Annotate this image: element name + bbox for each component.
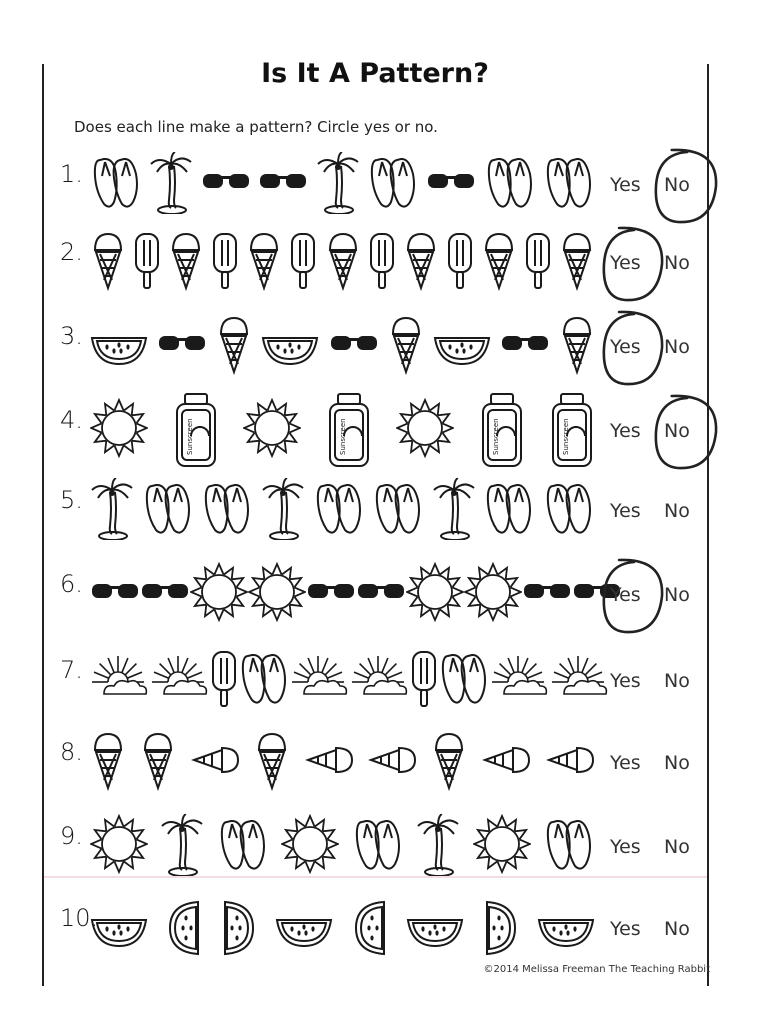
yes-option[interactable]: Yes <box>610 336 641 358</box>
sunglasses-icon <box>500 314 550 376</box>
row-number: 4. <box>60 406 83 434</box>
yes-option[interactable]: Yes <box>610 420 641 442</box>
pattern-row <box>0 724 768 804</box>
flip-flops-icon <box>217 814 269 876</box>
row-number: 7. <box>60 656 83 684</box>
popsicle-icon <box>133 230 161 292</box>
flip-flops-icon <box>483 478 535 540</box>
sun-cloud-icon <box>290 648 350 710</box>
flip-flops-icon <box>142 478 194 540</box>
copyright-footer: ©2014 Melissa Freeman The Teaching Rabbit <box>483 964 710 975</box>
sunglasses-icon <box>522 562 572 624</box>
popsicle-icon <box>289 230 317 292</box>
flip-flops-icon <box>238 648 290 710</box>
no-option[interactable]: No <box>664 918 690 940</box>
yes-option[interactable]: Yes <box>610 252 641 274</box>
ice-cream-cone-icon <box>388 314 424 376</box>
no-option[interactable]: No <box>664 174 690 196</box>
row-number: 1. <box>60 160 83 188</box>
pattern-strip <box>90 392 600 472</box>
sun-icon <box>248 562 306 624</box>
flip-flops-icon <box>367 152 419 214</box>
hand-drawn-circle <box>650 144 722 230</box>
palm-tree-icon <box>160 814 204 876</box>
svg-text:Sunscreen: Sunscreen <box>186 418 194 455</box>
sideways-cone-icon <box>367 730 417 792</box>
palm-tree-icon <box>416 814 460 876</box>
hand-drawn-circle <box>650 390 722 476</box>
ice-cream-cone-icon <box>559 314 595 376</box>
sun-icon <box>243 398 301 460</box>
svg-text:Sunscreen: Sunscreen <box>339 418 347 455</box>
flip-flops-icon <box>543 478 595 540</box>
yes-option[interactable]: Yes <box>610 584 641 606</box>
flip-flops-icon <box>438 648 490 710</box>
sun-cloud-icon <box>150 648 210 710</box>
watermelon-slice-icon <box>406 896 464 958</box>
popsicle-icon <box>524 230 552 292</box>
sunglasses-icon <box>306 562 356 624</box>
palm-tree-icon <box>90 478 134 540</box>
popsicle-icon <box>210 648 238 710</box>
flip-flops-icon <box>543 152 595 214</box>
svg-text:Sunscreen: Sunscreen <box>562 418 570 455</box>
pattern-row <box>0 472 768 552</box>
hand-drawn-circle <box>598 554 668 640</box>
ice-cream-cone-icon <box>559 230 595 292</box>
pattern-strip <box>90 146 600 226</box>
sunglasses-icon <box>90 562 140 624</box>
ice-cream-cone-icon <box>481 230 517 292</box>
sun-icon <box>473 814 531 876</box>
sunscreen-bottle-icon <box>173 392 219 470</box>
yes-option[interactable]: Yes <box>610 752 641 774</box>
flip-flops-icon <box>372 478 424 540</box>
sun-icon <box>464 562 522 624</box>
sun-icon <box>90 814 148 876</box>
sunglasses-icon <box>329 314 379 376</box>
pattern-row <box>0 890 768 970</box>
no-option[interactable]: No <box>664 584 690 606</box>
sun-icon <box>90 398 148 460</box>
flip-flops-icon <box>201 478 253 540</box>
sunglasses-icon <box>140 562 190 624</box>
ice-cream-cone-icon <box>168 230 204 292</box>
no-option[interactable]: No <box>664 752 690 774</box>
palm-tree-icon <box>432 478 476 540</box>
no-option[interactable]: No <box>664 500 690 522</box>
sideways-cone-icon <box>190 730 240 792</box>
ice-cream-cone-icon <box>403 230 439 292</box>
pattern-row <box>0 642 768 722</box>
sun-cloud-icon <box>350 648 410 710</box>
sideways-cone-icon <box>304 730 354 792</box>
pattern-strip <box>90 224 600 304</box>
no-option[interactable]: No <box>664 336 690 358</box>
pattern-row <box>0 392 768 472</box>
yes-option[interactable]: Yes <box>610 670 641 692</box>
row-number: 8. <box>60 738 83 766</box>
pattern-strip <box>90 724 600 804</box>
no-option[interactable]: No <box>664 836 690 858</box>
watermelon-slice-icon <box>433 314 491 376</box>
sun-icon <box>396 398 454 460</box>
watermelon-round-icon <box>352 896 388 958</box>
sunscreen-bottle-icon <box>326 392 372 470</box>
popsicle-icon <box>211 230 239 292</box>
sideways-cone-icon <box>545 730 595 792</box>
pattern-row <box>0 224 768 304</box>
pattern-row <box>0 556 768 636</box>
pattern-strip <box>90 472 600 552</box>
no-option[interactable]: No <box>664 420 690 442</box>
watermelon-round-icon <box>166 896 202 958</box>
row-number: 9. <box>60 822 83 850</box>
yes-option[interactable]: Yes <box>610 918 641 940</box>
pattern-row <box>0 146 768 226</box>
sunglasses-icon <box>356 562 406 624</box>
watermelon-half-icon <box>483 896 519 958</box>
scan-line <box>44 876 707 878</box>
sideways-cone-icon <box>481 730 531 792</box>
hand-drawn-circle <box>598 222 668 308</box>
sunglasses-icon <box>201 152 251 214</box>
yes-option[interactable]: Yes <box>610 500 641 522</box>
ice-cream-cone-icon <box>90 230 126 292</box>
sunscreen-bottle-icon <box>549 392 595 470</box>
svg-text:Sunscreen: Sunscreen <box>492 418 500 455</box>
pattern-strip <box>90 308 600 388</box>
flip-flops-icon <box>352 814 404 876</box>
instructions-text: Does each line make a pattern? Circle yes or no. <box>74 118 438 136</box>
sun-icon <box>190 562 248 624</box>
sunglasses-icon <box>258 152 308 214</box>
pattern-row <box>0 308 768 388</box>
palm-tree-icon <box>316 152 360 214</box>
flip-flops-icon <box>313 478 365 540</box>
flip-flops-icon <box>90 152 142 214</box>
sun-cloud-icon <box>550 648 610 710</box>
pattern-strip <box>90 890 600 970</box>
ice-cream-cone-icon <box>140 730 176 792</box>
sun-cloud-icon <box>90 648 150 710</box>
sun-icon <box>406 562 464 624</box>
popsicle-icon <box>410 648 438 710</box>
yes-option[interactable]: Yes <box>610 174 641 196</box>
pattern-strip <box>90 556 600 636</box>
flip-flops-icon <box>484 152 536 214</box>
pattern-strip <box>90 642 600 722</box>
watermelon-half-icon <box>221 896 257 958</box>
no-option[interactable]: No <box>664 252 690 274</box>
ice-cream-cone-icon <box>216 314 252 376</box>
sunscreen-bottle-icon <box>479 392 525 470</box>
yes-option[interactable]: Yes <box>610 836 641 858</box>
palm-tree-icon <box>261 478 305 540</box>
ice-cream-cone-icon <box>325 230 361 292</box>
row-number: 6. <box>60 570 83 598</box>
flip-flops-icon <box>543 814 595 876</box>
row-number: 10. <box>60 904 99 932</box>
sun-cloud-icon <box>490 648 550 710</box>
sunglasses-icon <box>157 314 207 376</box>
row-number: 5. <box>60 486 83 514</box>
sunglasses-icon <box>426 152 476 214</box>
watermelon-slice-icon <box>275 896 333 958</box>
watermelon-slice-icon <box>537 896 595 958</box>
watermelon-slice-icon <box>90 896 148 958</box>
row-number: 2. <box>60 238 83 266</box>
ice-cream-cone-icon <box>90 730 126 792</box>
popsicle-icon <box>368 230 396 292</box>
row-number: 3. <box>60 322 83 350</box>
page-title: Is It A Pattern? <box>261 58 489 89</box>
sun-icon <box>281 814 339 876</box>
palm-tree-icon <box>149 152 193 214</box>
hand-drawn-circle <box>598 306 668 392</box>
watermelon-slice-icon <box>90 314 148 376</box>
ice-cream-cone-icon <box>431 730 467 792</box>
popsicle-icon <box>446 230 474 292</box>
ice-cream-cone-icon <box>246 230 282 292</box>
watermelon-slice-icon <box>261 314 319 376</box>
no-option[interactable]: No <box>664 670 690 692</box>
ice-cream-cone-icon <box>254 730 290 792</box>
